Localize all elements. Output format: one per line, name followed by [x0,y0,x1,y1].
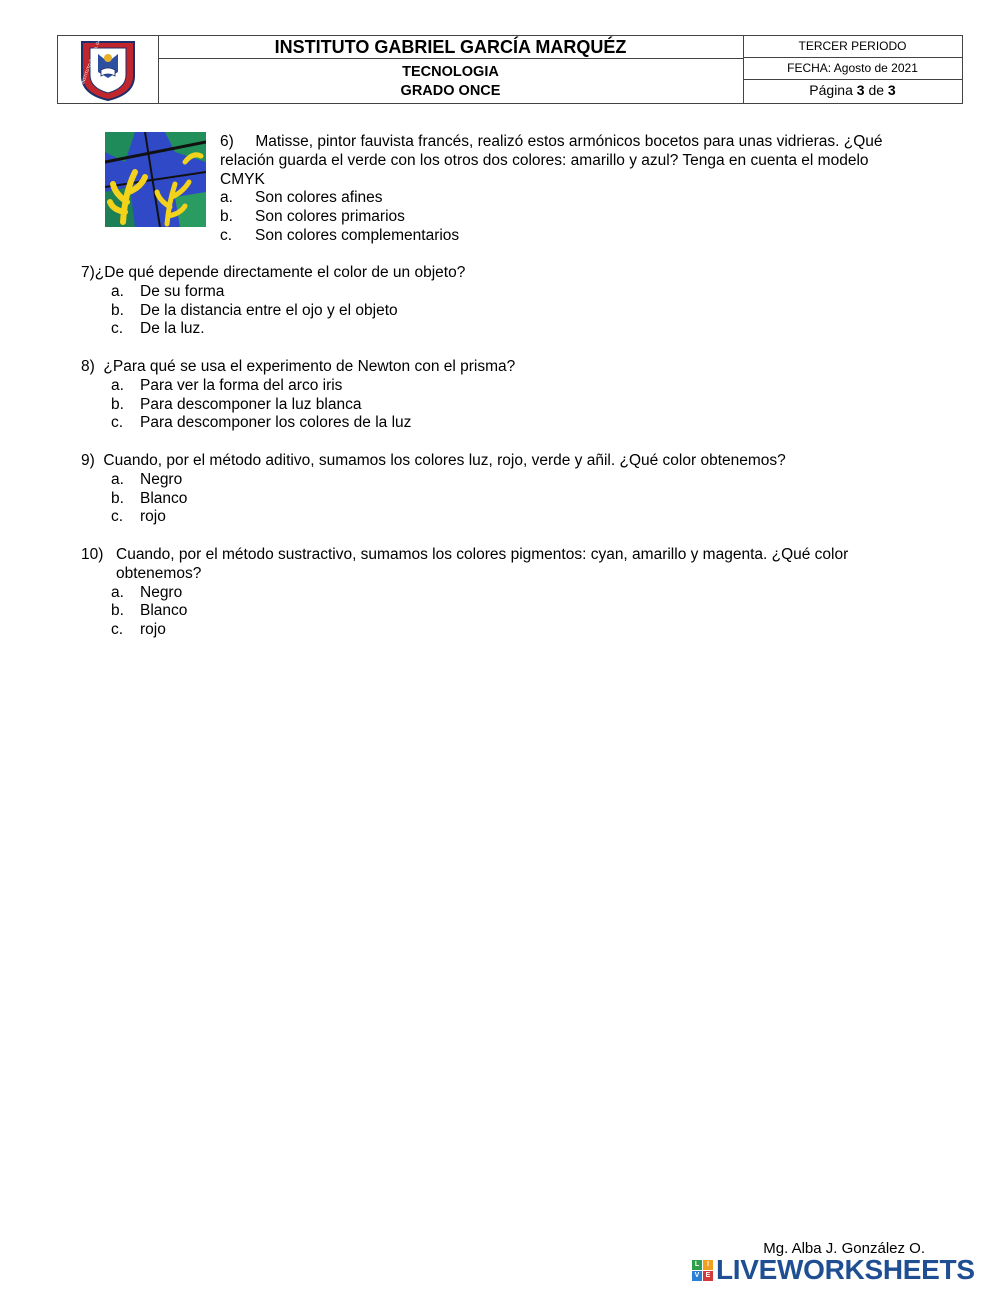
option-text: Para descomponer la luz blanca [140,395,362,413]
page-prefix: Página [809,82,853,98]
option-text: De su forma [140,282,225,300]
option-text: rojo [140,508,166,526]
option-letter: b. [111,395,124,413]
brand-name: LIVEWORKSHEETS [716,1254,975,1285]
option-text: Son colores afines [255,189,383,207]
grade-name: GRADO ONCE [400,83,501,99]
option-a[interactable] [111,377,931,396]
question-text [220,133,930,152]
matisse-stained-glass-image [105,132,206,227]
option-a[interactable] [111,283,931,302]
question-7 [81,264,931,339]
liveworksheets-brand[interactable] [692,1254,975,1286]
option-letter: a. [111,376,124,394]
brand-tile: E [703,1271,713,1281]
question-number: 6) [220,133,234,150]
option-text: Negro [140,583,183,601]
option-letter: b. [111,602,124,620]
option-c[interactable] [111,414,931,433]
question-text-line: CMYK [220,170,265,188]
question-10 [81,546,941,640]
document-header [57,35,963,104]
question-8 [81,358,931,433]
option-text: De la distancia entre el ojo y el objeto [140,301,398,319]
option-c[interactable] [220,227,930,246]
option-letter: c. [111,320,124,338]
question-number: 8) [81,358,95,375]
question-number: 9) [81,452,95,469]
teacher-signature: Mg. Alba J. González O. [763,1240,925,1257]
option-c[interactable] [111,320,931,339]
option-letter: a. [111,470,124,488]
meta-cell [743,36,962,103]
option-c[interactable] [111,621,941,640]
option-a[interactable] [220,189,930,208]
option-a[interactable] [111,471,941,490]
brand-tile: V [692,1271,702,1281]
option-letter: a. [111,282,124,300]
brand-tile: I [703,1260,713,1270]
option-text: Para descomponer los colores de la luz [140,414,412,432]
option-letter: a. [111,583,124,601]
option-text: rojo [140,621,166,639]
institution-name: INSTITUTO GABRIEL GARCÍA MARQUÉZ [158,36,743,59]
question-text [81,452,941,471]
option-c[interactable] [111,508,941,527]
title-cell [158,36,744,103]
question-text-line: Cuando, por el método sustractivo, sumamos los colores pigmentos: cyan, amarillo y magenta. ¿Qué color [116,546,849,563]
question-number: 10) [81,546,104,563]
question-text-body: Cuando, por el método aditivo, sumamos los colores luz, rojo, verde y añil. ¿Qué color obtenemos? [103,452,786,469]
option-letter: c. [111,621,124,639]
subject-name: TECNOLOGIA [402,64,499,80]
option-text: Para ver la forma del arco iris [140,376,343,394]
page-current: 3 [856,82,865,98]
brand-tile: L [692,1260,702,1270]
question-9 [81,452,941,527]
question-number: 7) [81,264,95,281]
option-b[interactable] [111,602,941,621]
question-text [81,546,941,584]
option-letter: c. [111,508,124,526]
option-b[interactable] [220,208,930,227]
page-of: de [868,82,885,98]
question-text-body: ¿De qué depende directamente el color de un objeto? [94,264,466,281]
option-text: De la luz. [140,320,205,338]
page-total: 3 [887,82,896,98]
option-text: Son colores primarios [255,208,405,226]
option-letter: c. [220,226,233,244]
period-label: TERCER PERIODO [743,36,962,58]
option-letter: b. [220,208,233,226]
question-text-line: Matisse, pintor fauvista francés, realizó estos armónicos bocetos para unas vidrieras. ¿Qué [255,133,883,150]
option-b[interactable] [111,302,931,321]
option-b[interactable] [111,396,931,415]
question-text [81,264,931,283]
option-text: Blanco [140,489,188,507]
option-letter: a. [220,189,233,207]
question-6 [220,133,930,246]
svg-text:INSTITUTO GABRIEL GARCÍA MARQU: INSTITUTO GABRIEL GARCÍA [80,36,105,85]
option-letter: b. [111,489,124,507]
option-a[interactable] [111,584,941,603]
question-text [81,358,931,377]
option-letter: c. [111,414,124,432]
brand-tiles-icon [692,1260,713,1281]
option-text: Son colores complementarios [255,226,460,244]
school-crest-logo [58,36,158,103]
question-text-line: relación guarda el verde con los otros dos colores: amarillo y azul? Tenga en cuenta el modelo [220,151,869,169]
date-label: FECHA: Agosto de 2021 [743,58,962,80]
page-number [743,80,962,102]
subject-block [158,59,743,101]
question-text-line: obtenemos? [116,564,202,582]
question-text-body: ¿Para qué se usa el experimento de Newton con el prisma? [103,358,516,375]
option-text: Negro [140,470,183,488]
option-letter: b. [111,301,124,319]
option-b[interactable] [111,490,941,509]
logo-cell [58,36,159,103]
option-text: Blanco [140,602,188,620]
